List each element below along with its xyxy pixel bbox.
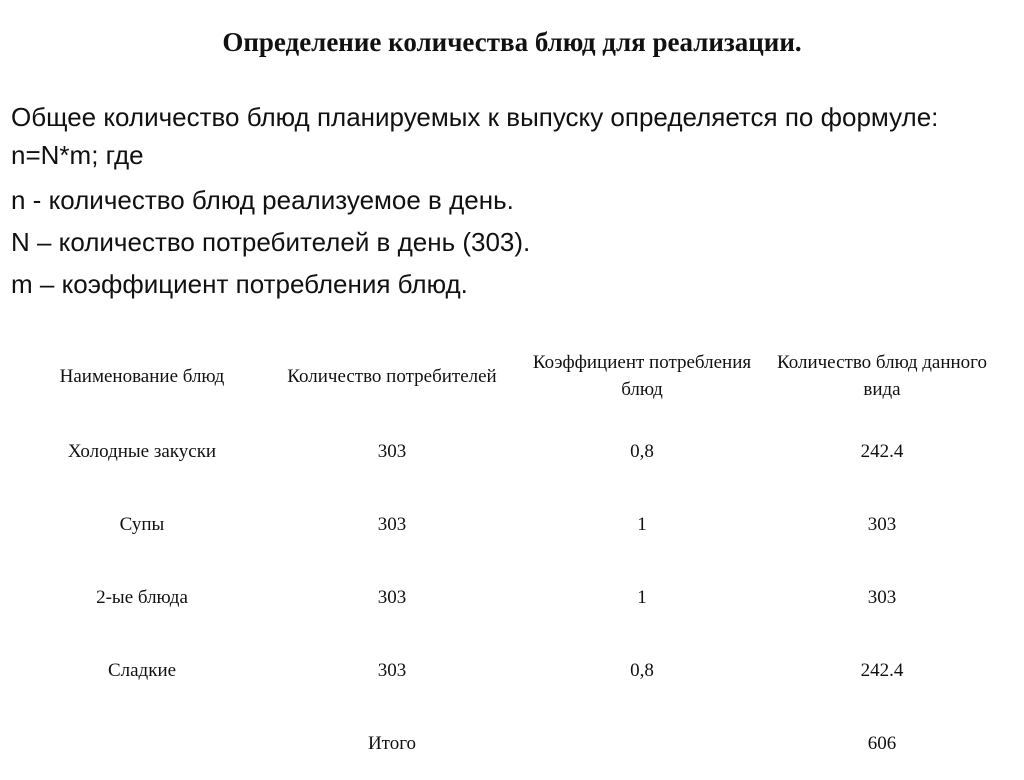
column-header-dish-name: Наименование блюд [59, 365, 225, 387]
table-row [22, 561, 1002, 634]
definition-N: N – количество потребителей в день (303). [11, 227, 531, 257]
total-label: Итого [367, 732, 417, 754]
table-row [22, 488, 1002, 561]
column-header-dish-count: Количество блюд данного вида [777, 352, 987, 400]
cell-consumers: 303 [377, 513, 407, 535]
cell-dish-name: Супы [119, 513, 165, 535]
cell-dish-count: 303 [867, 586, 897, 608]
cell-empty [22, 707, 262, 780]
formula-paragraph: Общее количество блюд планируемых к выпуску определяется по формуле: n=N*m; где [11, 102, 939, 170]
cell-dish-name: Холодные закуски [67, 440, 217, 462]
cell-coefficient: 1 [637, 513, 647, 535]
cell-consumers: 303 [377, 440, 407, 462]
cell-consumers: 303 [377, 586, 407, 608]
slide-title: Определение количества блюд для реализации. [222, 27, 802, 57]
cell-coefficient: 1 [637, 586, 647, 608]
table-row [22, 415, 1002, 488]
dishes-table [22, 337, 1002, 780]
column-header-coefficient: Коэффициент потребления блюд [532, 352, 752, 400]
cell-dish-name: Сладкие [107, 659, 177, 681]
cell-dish-count: 242.4 [860, 440, 904, 462]
total-value: 606 [867, 732, 897, 754]
cell-coefficient: 0,8 [630, 440, 654, 462]
definition-m: m – коэффициент потребления блюд. [11, 269, 468, 299]
table-header-row [22, 337, 1002, 415]
cell-consumers: 303 [377, 659, 407, 681]
cell-empty [522, 707, 762, 780]
table-row [22, 634, 1002, 707]
column-header-consumers: Количество потребителей [287, 365, 497, 387]
slide-body [11, 98, 1011, 306]
cell-dish-count: 242.4 [860, 659, 904, 681]
definition-n: n - количество блюд реализуемое в день. [11, 185, 514, 215]
cell-coefficient: 0,8 [630, 659, 654, 681]
cell-dish-count: 303 [867, 513, 897, 535]
table-total-row [22, 707, 1002, 780]
cell-dish-name: 2-ые блюда [96, 586, 188, 608]
